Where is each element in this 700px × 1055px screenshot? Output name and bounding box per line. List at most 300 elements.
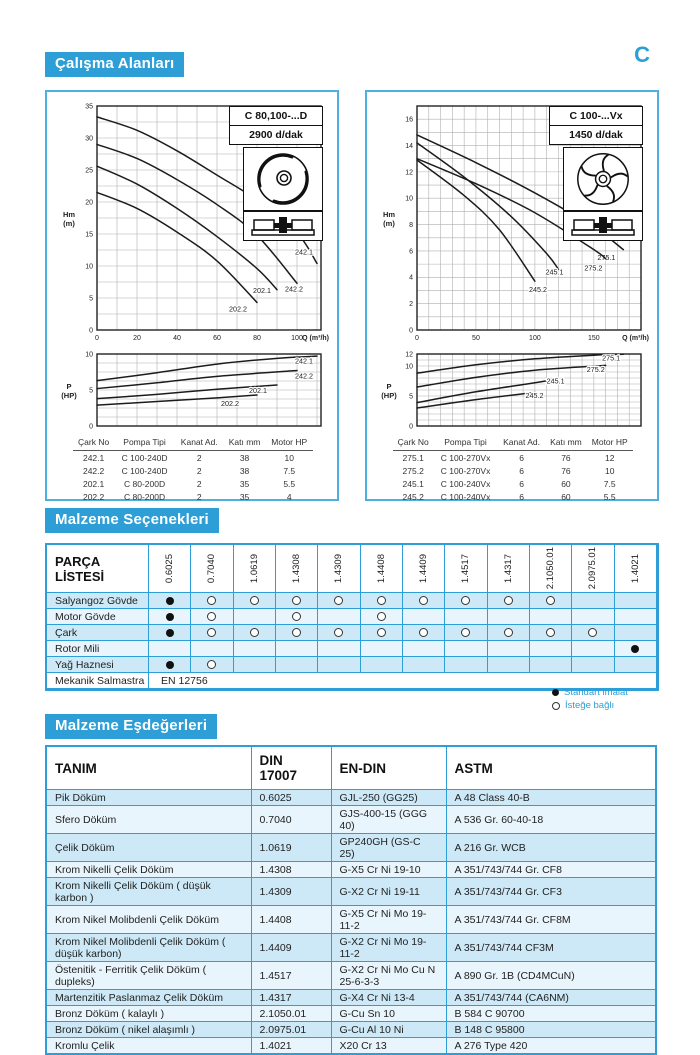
svg-text:5: 5 — [409, 393, 413, 401]
equivalents-cell: 1.4308 — [251, 862, 331, 878]
optional-dot-icon — [207, 660, 216, 669]
curve-table-cell: 202.1 — [82, 479, 105, 489]
curve-table-cell: C 100-270Vx — [440, 466, 491, 476]
curve-table — [73, 436, 313, 503]
curve-table-header: Kanat Ad. — [175, 436, 224, 451]
curve-table-cell: 12 — [604, 453, 615, 463]
svg-text:275.1: 275.1 — [602, 353, 621, 363]
matrix-cell — [445, 609, 487, 625]
svg-text:2: 2 — [409, 301, 413, 309]
curve-table-cell: 6 — [519, 479, 524, 489]
equivalents-row — [46, 962, 656, 990]
matrix-cell — [276, 609, 318, 625]
equivalents-cell: Çelik Döküm — [46, 834, 251, 862]
optional-dot-icon — [546, 596, 555, 605]
matrix-cell — [318, 609, 360, 625]
matrix-material-header: 1.4308 — [276, 545, 318, 593]
matrix-part-label: Rotor Mili — [47, 641, 149, 657]
equivalents-cell: A 276 Type 420 — [446, 1038, 656, 1055]
curve-table-cell: 35 — [239, 479, 250, 489]
matrix-cell — [234, 609, 276, 625]
svg-text:202.1: 202.1 — [249, 385, 267, 395]
curve-table-cell: 38 — [239, 453, 250, 463]
matrix-part-label: Çark — [47, 625, 149, 641]
matrix-cell — [234, 625, 276, 641]
optional-dot-icon — [419, 628, 428, 637]
matrix-cell — [149, 609, 191, 625]
svg-text:0: 0 — [89, 423, 93, 431]
matrix-part-label: Salyangoz Gövde — [47, 593, 149, 609]
equivalents-row — [46, 1038, 656, 1055]
curve-table-cell: 10 — [604, 466, 615, 476]
svg-text:150: 150 — [587, 335, 600, 342]
equivalents-header: DIN 17007 — [251, 746, 331, 790]
pump-section-box — [243, 211, 323, 241]
equivalents-cell: Krom Nikel Molibdenli Çelik Döküm ( düşük karbon) — [46, 934, 251, 962]
equivalents-cell: Bronz Döküm ( nikel alaşımlı ) — [46, 1022, 251, 1038]
equivalents-row — [46, 878, 656, 906]
curve-table-cell: 76 — [561, 466, 571, 476]
equivalents-cell: Pik Döküm — [46, 790, 251, 806]
svg-text:8: 8 — [409, 221, 413, 229]
matrix-cell — [615, 657, 657, 673]
curve-table-header: Çark No — [393, 436, 433, 451]
standard-dot-icon — [166, 613, 174, 621]
matrix-cell — [403, 625, 445, 641]
curve-table-cell: 4 — [286, 492, 292, 502]
curve-table-row — [393, 477, 633, 490]
matrix-cell — [488, 609, 530, 625]
svg-text:100: 100 — [529, 335, 541, 342]
matrix-cell — [572, 641, 614, 657]
curve-table-cell: 2 — [196, 453, 202, 463]
curve-table-header: Katı mm — [224, 436, 266, 451]
curve-data-table — [393, 436, 633, 503]
matrix-part-label: Motor Gövde — [47, 609, 149, 625]
curve-table-cell: C 100-240D — [121, 453, 168, 463]
section-header-working-areas: Çalışma Alanları — [45, 52, 184, 77]
equivalents-cell: A 351/743/744 Gr. CF8M — [446, 906, 656, 934]
optional-dot-icon — [334, 628, 343, 637]
pump-speed-label: 1450 d/dak — [569, 129, 623, 141]
matrix-cell — [318, 593, 360, 609]
equivalents-cell: 1.4517 — [251, 962, 331, 990]
curve-table-cell: 60 — [561, 492, 571, 502]
matrix-cell — [403, 641, 445, 657]
svg-text:15: 15 — [85, 231, 93, 239]
vortex-impeller-icon — [575, 151, 631, 207]
svg-text:P: P — [386, 382, 392, 391]
svg-text:0: 0 — [415, 335, 419, 342]
matrix-cell — [234, 657, 276, 673]
svg-text:(HP): (HP) — [61, 391, 77, 400]
equivalents-cell: 1.4021 — [251, 1038, 331, 1055]
curve-table-cell: 76 — [561, 453, 571, 463]
curve-table-header: Çark No — [73, 436, 114, 451]
matrix-material-header: 1.4409 — [403, 545, 445, 593]
impeller-icon-box — [563, 147, 643, 211]
svg-text:5: 5 — [89, 295, 93, 303]
curve-table-cell: 7.5 — [283, 466, 296, 476]
svg-text:242.1: 242.1 — [295, 356, 313, 366]
power-q-chart — [53, 350, 331, 432]
svg-text:(m): (m) — [383, 219, 395, 228]
curve-table-cell: 202.2 — [82, 492, 105, 502]
matrix-cell — [191, 657, 233, 673]
matrix-cell — [445, 625, 487, 641]
curve-table-cell: C 80-200D — [123, 492, 166, 502]
pump-section-box — [563, 211, 643, 241]
svg-text:(m): (m) — [63, 219, 75, 228]
equivalents-row — [46, 790, 656, 806]
matrix-cell — [530, 609, 572, 625]
curve-table-cell: 7.5 — [603, 479, 616, 489]
section-header-material-equivalents: Malzeme Eşdeğerleri — [45, 714, 217, 739]
svg-text:60: 60 — [213, 335, 221, 342]
equivalents-cell: Sfero Döküm — [46, 806, 251, 834]
svg-text:35: 35 — [85, 103, 93, 111]
equivalents-cell: 1.4317 — [251, 990, 331, 1006]
channel-impeller-icon — [251, 152, 315, 206]
optional-dot-icon — [546, 628, 555, 637]
equivalents-cell: A 351/743/744 CF3M — [446, 934, 656, 962]
curve-table-cell: 6 — [519, 453, 524, 463]
curve-table-header: Pompa Tipi — [114, 436, 175, 451]
matrix-legend — [552, 686, 628, 712]
matrix-cell — [318, 625, 360, 641]
optional-dot-icon — [207, 596, 216, 605]
standard-dot-icon — [166, 661, 174, 669]
equivalents-cell: X20 Cr 13 — [331, 1038, 446, 1055]
curve-table-cell: 5.5 — [283, 479, 296, 489]
curve-table-header: Kanat Ad. — [498, 436, 546, 451]
equivalents-cell: Krom Nikel Molibdenli Çelik Döküm — [46, 906, 251, 934]
optional-dot-icon — [377, 596, 386, 605]
svg-text:202.2: 202.2 — [229, 304, 247, 314]
curve-table-cell: 275.2 — [402, 466, 424, 476]
optional-dot-icon — [588, 628, 597, 637]
matrix-cell — [572, 657, 614, 673]
equivalents-header: TANIM — [46, 746, 251, 790]
matrix-cell — [191, 609, 233, 625]
matrix-cell — [361, 641, 403, 657]
matrix-cell — [361, 657, 403, 673]
optional-dot-icon — [377, 628, 386, 637]
pump-model-label: C 100-...Vx — [550, 107, 642, 126]
curve-table-cell: 38 — [239, 466, 250, 476]
equivalents-row — [46, 1022, 656, 1038]
svg-text:Hm: Hm — [62, 210, 76, 219]
optional-dot-icon — [292, 628, 301, 637]
curve-table-cell: 6 — [519, 492, 524, 502]
matrix-material-header: 1.4317 — [488, 545, 530, 593]
matrix-part-label: Mekanik Salmastra — [47, 673, 149, 689]
equivalents-row — [46, 862, 656, 878]
matrix-material-header: 0.7040 — [191, 545, 233, 593]
pump-section-icon — [250, 215, 316, 237]
matrix-material-header: 2.0975.01 — [572, 545, 614, 593]
matrix-material-header: 1.4021 — [615, 545, 657, 593]
equivalents-header: EN-DIN — [331, 746, 446, 790]
svg-text:40: 40 — [173, 335, 181, 342]
curve-table-row — [73, 477, 313, 490]
optional-dot-icon — [207, 612, 216, 621]
curve-table-cell: 2 — [196, 479, 202, 489]
impeller-icon-box — [243, 147, 323, 211]
matrix-cell — [276, 641, 318, 657]
curve-table-cell: 60 — [561, 479, 571, 489]
optional-dot-icon — [461, 596, 470, 605]
equivalents-cell: A 351/743/744 Gr. CF8 — [446, 862, 656, 878]
svg-text:245.1: 245.1 — [545, 267, 564, 277]
curve-table-row — [393, 451, 633, 465]
curve-table-cell: 242.1 — [82, 453, 105, 463]
matrix-material-header: 1.4408 — [361, 545, 403, 593]
matrix-cell — [234, 593, 276, 609]
curve-table-header: Motor HP — [265, 436, 313, 451]
matrix-cell — [488, 593, 530, 609]
equivalents-cell: A 216 Gr. WCB — [446, 834, 656, 862]
matrix-cell — [276, 657, 318, 673]
optional-dot-icon — [292, 596, 301, 605]
equivalents-cell: G-Cu Al 10 Ni — [331, 1022, 446, 1038]
page-section-letter: C — [634, 42, 650, 67]
optional-dot-icon — [250, 596, 259, 605]
equivalents-cell: A 890 Gr. 1B (CD4MCuN) — [446, 962, 656, 990]
pump-model-label: C 80,100-...D — [230, 107, 322, 126]
equivalents-table-inner — [45, 745, 657, 1055]
svg-text:242.2: 242.2 — [295, 371, 313, 381]
equivalents-cell: G-X5 Cr Ni 19-10 — [331, 862, 446, 878]
curve-table-cell: 242.2 — [82, 466, 105, 476]
svg-text:16: 16 — [405, 116, 413, 124]
standard-dot-icon — [631, 645, 639, 653]
matrix-cell — [530, 657, 572, 673]
optional-dot-icon — [292, 612, 301, 621]
curve-table-header: Pompa Tipi — [433, 436, 497, 451]
matrix-cell — [149, 625, 191, 641]
open-dot-icon — [552, 702, 560, 710]
equivalents-cell: B 584 C 90700 — [446, 1006, 656, 1022]
curve-table-cell: 6 — [519, 466, 524, 476]
svg-text:4: 4 — [409, 274, 413, 282]
matrix-cell — [403, 657, 445, 673]
matrix-cell — [572, 625, 614, 641]
curve-table-row — [73, 464, 313, 477]
matrix-part-label: Yağ Haznesi — [47, 657, 149, 673]
equivalents-cell: A 48 Class 40-B — [446, 790, 656, 806]
curve-table-cell: 2 — [196, 466, 202, 476]
svg-text:12: 12 — [405, 169, 413, 177]
legend-optional: İsteğe bağlı — [552, 699, 628, 712]
curve-table-cell: C 100-240D — [121, 466, 168, 476]
curve-table-cell: 10 — [284, 453, 294, 463]
curve-table-cell: 35 — [239, 492, 250, 502]
svg-text:242.2: 242.2 — [285, 284, 303, 294]
matrix-cell — [191, 625, 233, 641]
svg-text:(HP): (HP) — [381, 391, 397, 400]
pump-section-icon — [570, 215, 636, 237]
equivalents-cell: G-X2 Cr Ni 19-11 — [331, 878, 446, 906]
equivalents-cell: GJL-250 (GG25) — [331, 790, 446, 806]
svg-text:14: 14 — [405, 142, 413, 150]
matrix-cell — [572, 609, 614, 625]
svg-text:30: 30 — [85, 135, 93, 143]
svg-text:245.1: 245.1 — [546, 376, 565, 386]
svg-text:6: 6 — [409, 248, 413, 256]
matrix-cell — [191, 593, 233, 609]
equivalents-cell: A 351/743/744 (CA6NM) — [446, 990, 656, 1006]
matrix-material-header: 1.4309 — [318, 545, 360, 593]
equivalents-cell: G-X5 Cr Ni Mo 19-11-2 — [331, 906, 446, 934]
matrix-cell — [403, 593, 445, 609]
chart-panel-2900rpm — [45, 90, 339, 501]
matrix-cell — [234, 641, 276, 657]
equivalents-cell: 0.6025 — [251, 790, 331, 806]
matrix-footer-value: EN 12756 — [149, 673, 657, 689]
matrix-cell — [488, 625, 530, 641]
standard-dot-icon — [166, 629, 174, 637]
optional-dot-icon — [461, 628, 470, 637]
svg-text:0: 0 — [409, 327, 413, 335]
svg-text:P: P — [66, 382, 72, 391]
curve-table-cell: C 100-240Vx — [440, 492, 491, 502]
svg-text:100: 100 — [291, 335, 303, 342]
chart-panel-1450rpm — [365, 90, 659, 501]
svg-text:20: 20 — [133, 335, 141, 342]
matrix-cell — [318, 641, 360, 657]
svg-text:275.2: 275.2 — [586, 365, 605, 374]
equivalents-cell: Kromlu Çelik — [46, 1038, 251, 1055]
optional-dot-icon — [250, 628, 259, 637]
equivalents-cell: Martenzitik Paslanmaz Çelik Döküm — [46, 990, 251, 1006]
svg-text:20: 20 — [85, 199, 93, 207]
equivalents-header: ASTM — [446, 746, 656, 790]
svg-text:0: 0 — [89, 327, 93, 335]
equivalents-cell: Östenitik - Ferritik Çelik Döküm ( dupleks) — [46, 962, 251, 990]
svg-text:80: 80 — [253, 335, 261, 342]
optional-dot-icon — [504, 628, 513, 637]
svg-text:Q (m³/h): Q (m³/h) — [302, 335, 329, 342]
equivalents-row — [46, 806, 656, 834]
matrix-cell — [361, 593, 403, 609]
curve-table-row — [393, 464, 633, 477]
optional-dot-icon — [504, 596, 513, 605]
optional-dot-icon — [334, 596, 343, 605]
svg-text:10: 10 — [405, 363, 413, 371]
pump-model-box — [549, 106, 643, 145]
matrix-cell — [318, 657, 360, 673]
equivalents-cell: 0.7040 — [251, 806, 331, 834]
curve-data-table — [73, 436, 313, 503]
equivalents-cell: G-X4 Cr Ni 13-4 — [331, 990, 446, 1006]
curve-table-row — [393, 490, 633, 503]
matrix-cell — [403, 609, 445, 625]
svg-text:Q (m³/h): Q (m³/h) — [622, 335, 649, 342]
svg-text:0: 0 — [409, 423, 413, 431]
svg-text:275.2: 275.2 — [584, 263, 603, 273]
matrix-cell — [615, 641, 657, 657]
curve-table-header: Motor HP — [586, 436, 633, 451]
matrix-cell — [615, 609, 657, 625]
matrix-cell — [149, 641, 191, 657]
matrix-cell — [572, 593, 614, 609]
curve-table — [393, 436, 633, 503]
curve-table-cell: 2 — [196, 492, 202, 502]
curve-table-header: Katı mm — [545, 436, 586, 451]
matrix-cell — [149, 593, 191, 609]
equivalents-row — [46, 990, 656, 1006]
equivalents-cell: 1.4408 — [251, 906, 331, 934]
svg-text:25: 25 — [85, 167, 93, 175]
matrix-cell — [530, 593, 572, 609]
equivalents-cell: GP240GH (GS-C 25) — [331, 834, 446, 862]
equivalents-cell: 1.4309 — [251, 878, 331, 906]
svg-text:12: 12 — [405, 351, 413, 359]
curve-table-row — [73, 490, 313, 503]
equivalents-cell: G-X2 Cr Ni Mo 19-11-2 — [331, 934, 446, 962]
matrix-cell — [361, 609, 403, 625]
matrix-cell — [191, 641, 233, 657]
equivalents-row — [46, 1006, 656, 1022]
curve-table-cell: 275.1 — [402, 453, 424, 463]
svg-text:202.1: 202.1 — [253, 285, 271, 295]
equivalents-cell: Krom Nikelli Çelik Döküm ( düşük karbon ) — [46, 878, 251, 906]
equivalents-cell: GJS-400-15 (GGG 40) — [331, 806, 446, 834]
curve-table-cell: C 100-270Vx — [440, 453, 491, 463]
curve-table-cell: 5.5 — [603, 492, 616, 502]
matrix-cell — [445, 641, 487, 657]
matrix-cell — [530, 625, 572, 641]
filled-dot-icon — [552, 689, 559, 696]
standard-dot-icon — [166, 597, 174, 605]
matrix-material-header: 1.4517 — [445, 545, 487, 593]
section-header-material-options: Malzeme Seçenekleri — [45, 508, 219, 533]
legend-standard: Standart imalat — [552, 686, 628, 699]
svg-text:0: 0 — [95, 335, 99, 342]
svg-text:10: 10 — [85, 351, 93, 359]
equivalents-cell: A 536 Gr. 60-40-18 — [446, 806, 656, 834]
optional-dot-icon — [377, 612, 386, 621]
svg-text:50: 50 — [472, 335, 480, 342]
equivalents-row — [46, 834, 656, 862]
svg-text:Hm: Hm — [382, 210, 396, 219]
equivalents-cell: 2.1050.01 — [251, 1006, 331, 1022]
matrix-cell — [445, 657, 487, 673]
matrix-corner-label: PARÇA LİSTESİ — [47, 545, 149, 593]
optional-dot-icon — [419, 596, 428, 605]
svg-text:242.1: 242.1 — [295, 247, 313, 257]
materials-matrix-table — [45, 543, 659, 691]
matrix-cell — [488, 641, 530, 657]
matrix-material-header: 2.1050.01 — [530, 545, 572, 593]
curve-table-cell: 245.2 — [402, 492, 424, 502]
svg-text:245.2: 245.2 — [529, 284, 547, 294]
equivalents-cell: 1.0619 — [251, 834, 331, 862]
matrix-material-header: 0.6025 — [149, 545, 191, 593]
equivalents-cell: G-X2 Cr Ni Mo Cu N 25-6-3-3 — [331, 962, 446, 990]
equivalents-cell: A 351/743/744 Gr. CF3 — [446, 878, 656, 906]
optional-dot-icon — [207, 628, 216, 637]
matrix-cell — [445, 593, 487, 609]
curve-table-row — [73, 451, 313, 465]
curve-table-cell: 245.1 — [402, 479, 424, 489]
matrix-cell — [361, 625, 403, 641]
matrix-cell — [276, 593, 318, 609]
matrix-cell — [488, 657, 530, 673]
matrix-cell — [615, 625, 657, 641]
svg-text:10: 10 — [85, 263, 93, 271]
